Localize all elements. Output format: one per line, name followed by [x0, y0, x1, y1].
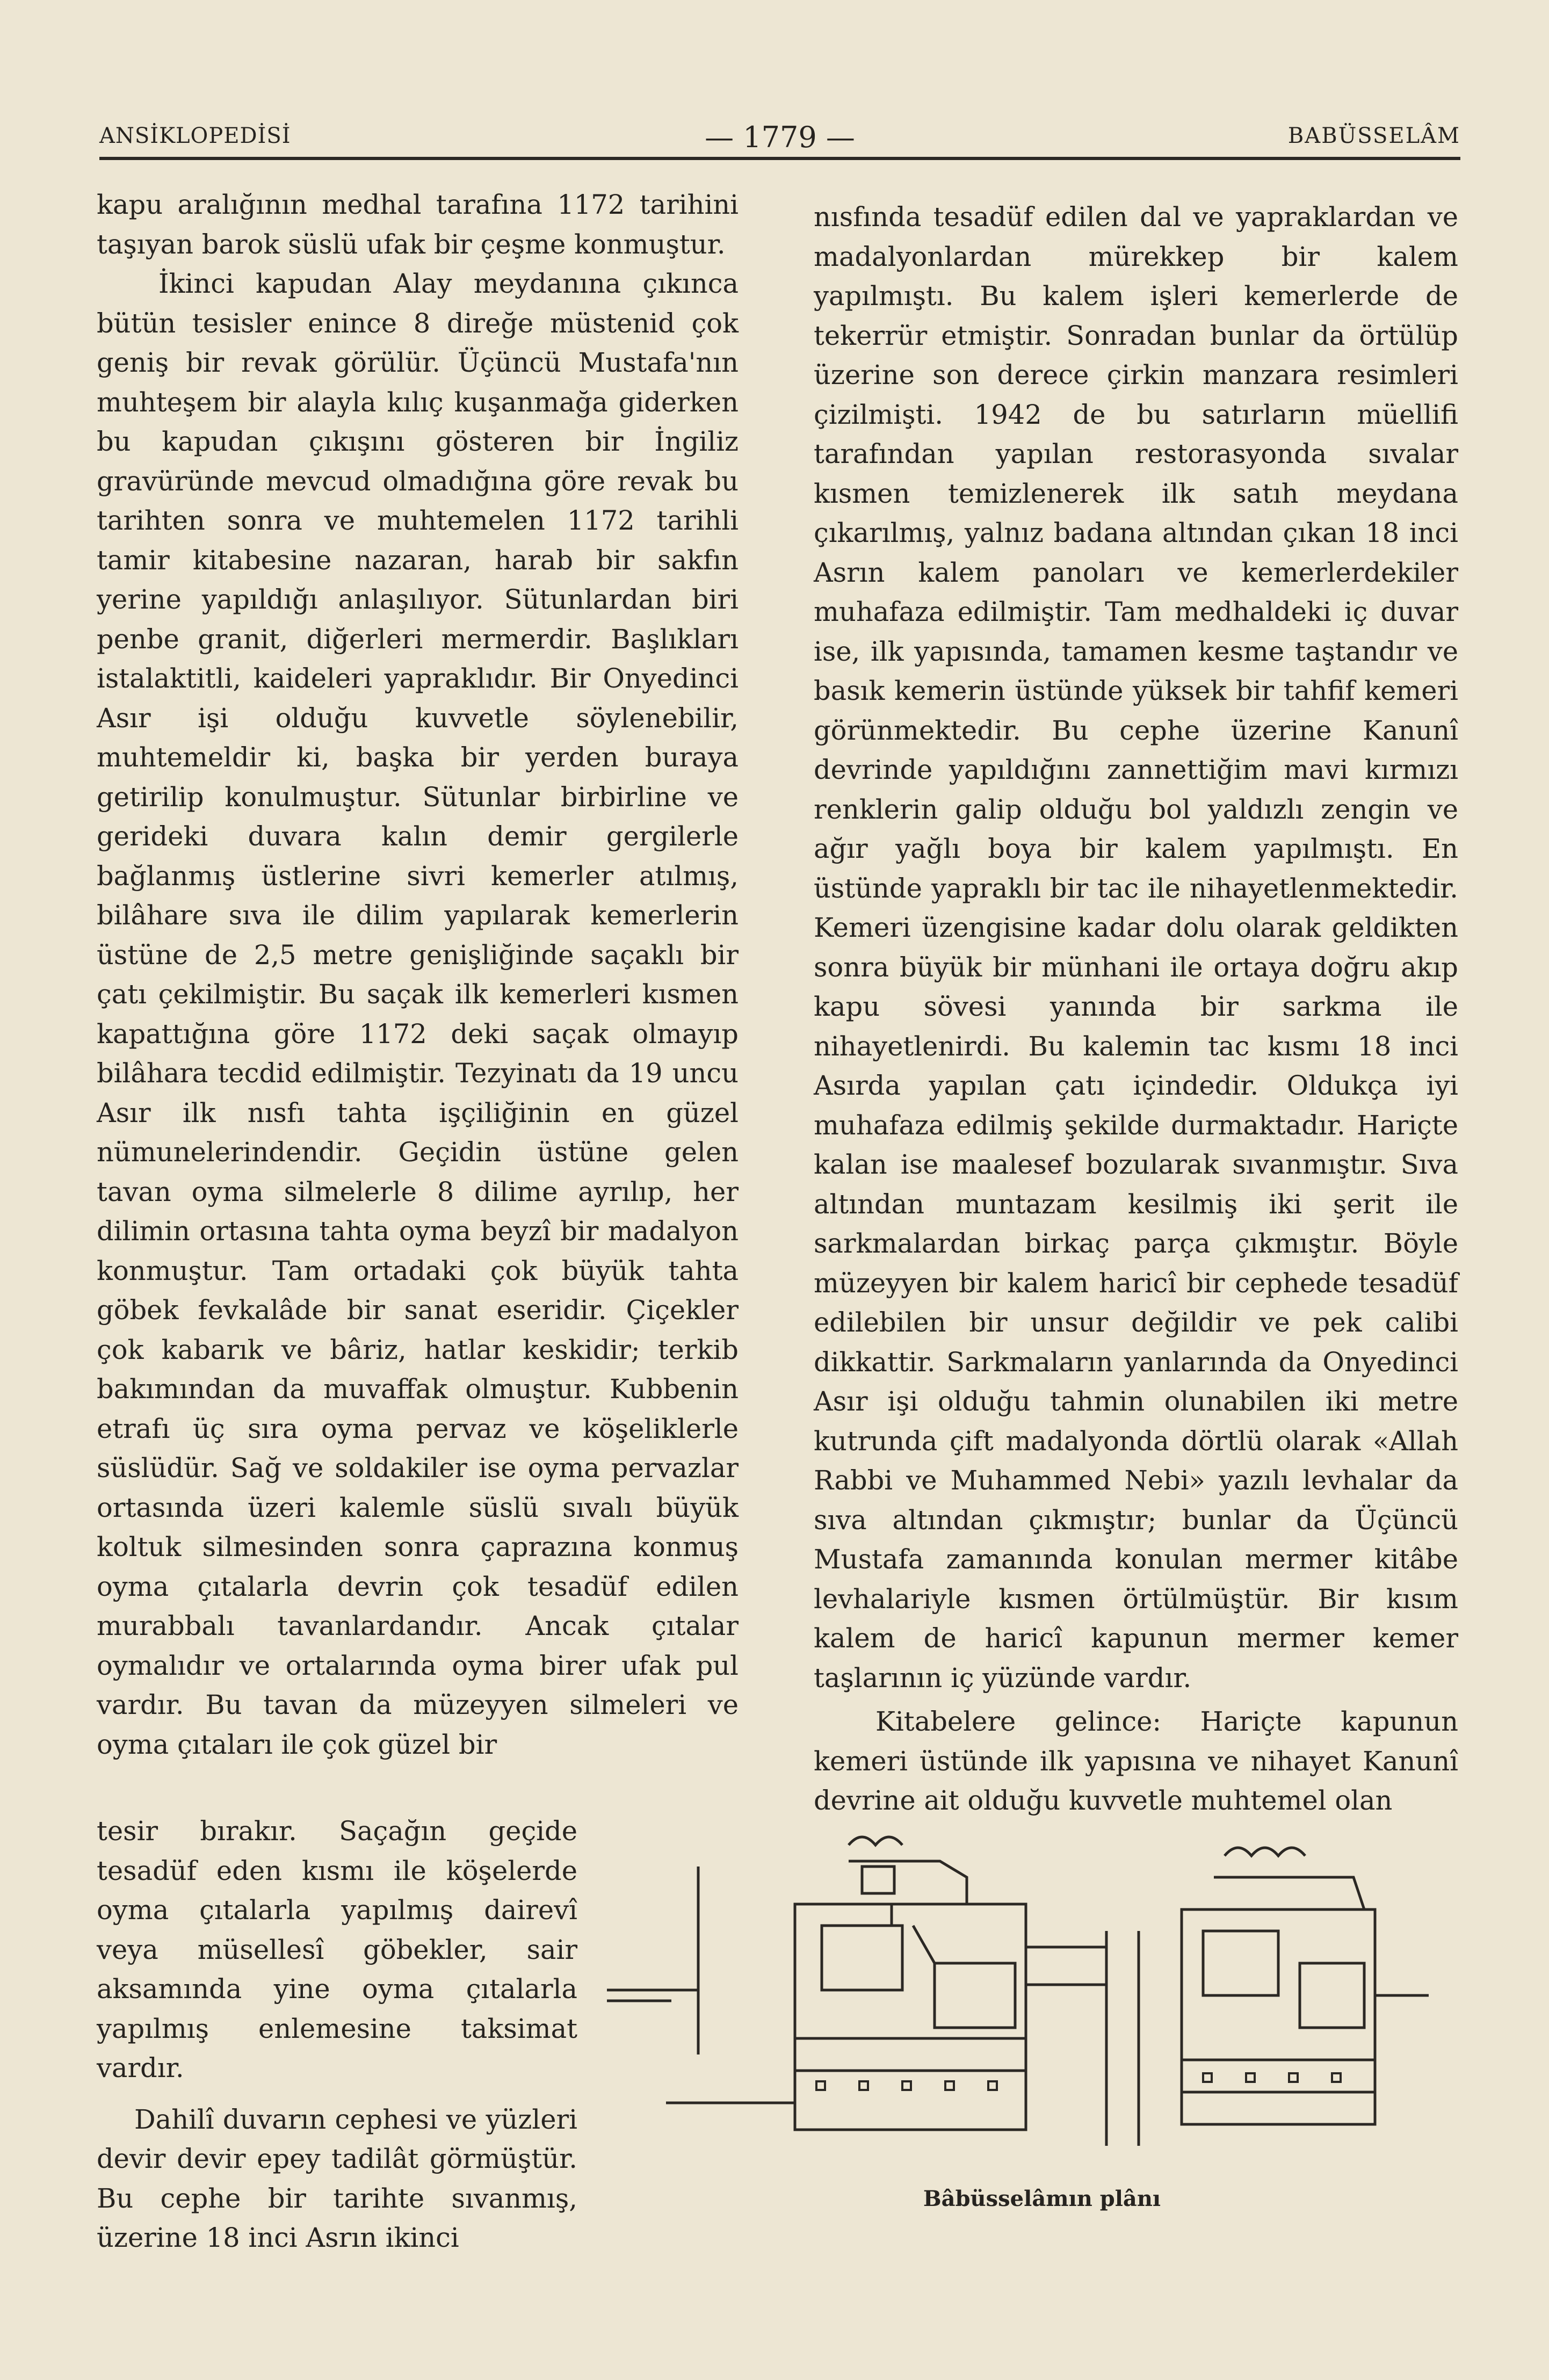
encyclopedia-title: ANSİKLOPEDİSİ — [99, 124, 291, 148]
left-column — [97, 185, 739, 1764]
right-column — [814, 198, 1458, 1821]
paragraph: Kitabelere gelince: Hariçte kapunun kemeri üstünde ilk yapısına ve nihayet Kanunî devrine ait olduğu kuvvetle muhtemel olan — [814, 1706, 1458, 1816]
paragraph: nısfında tesadüf edilen dal ve yapraklardan ve madalyonlardan mürekkep bir kalem yapılmıştı. Bu kalem işleri kemerlerde de tekerrür etmiştir. Sonradan bunlar da örtülüp üzerine son derece çirkin manzara resimleri çizilmişti. 1942 de bu satırların müellifi tarafından yapılan restorasyonda sıvalar kısmen temizlenerek ilk satıh meydana çıkarılmış, yalnız badana altından çıkan 18 inci Asrın kalem panoları ve kemerlerdekiler muhafaza edilmiştir. Tam medhaldeki iç duvar ise, ilk yapısında, tamamen kesme taştandır ve basık kemerin üstünde yüksek bir tahfif kemeri görünmektedir. Bu cephe üzerine Kanunî devrinde yapıldığını zannettiğim mavi kırmızı renklerin galip olduğu bol yaldızlı zengin ve ağır yağlı boya bir kalem yapılmıştı. En üstünde yapraklı bir tac ile nihayetlenmektedir. Kemeri üzengisine kadar dolu olarak geldikten sonra büyük bir münhani ile ortaya doğru akıp kapu sövesi yanında bir sarkma ile nihayetlenirdi. Bu kalemin tac kısmı 18 inci Asırda yapılan çatı içindedir. Oldukça iyi muhafaza edilmiş şekilde durmaktadır. Hariçte kalan ise maalesef bozularak sıvanmıştır. Sıva altından muntazam kesilmiş iki şerit ile sarkmalardan birkaç parça çıkmıştır. Böyle müzeyyen bir kalem haricî bir cephede tesadüf edilebilen bir unsur değildir ve pek calibi dikkattir. Sarkmaların yanlarında da Onyedinci Asır işi olduğu tahmin olunabilen iki metre kutrunda çift madalyonda dörtlü olarak «Allah Rabbi ve Muhammed Nebi» yazılı levhalar da sıva altından çıkmıştır; bunlar da Üçüncü Mustafa zamanında konulan mermer kitâbe levhalariyle kısmen örtülmüştür. Bir kısım kalem de haricî kapunun mermer kemer taşlarının iç yüzünde vardır. — [814, 201, 1458, 1694]
left-column-continuation — [97, 1812, 577, 2258]
floor-plan-drawing — [591, 1824, 1472, 2202]
page-header — [99, 119, 1460, 160]
page-number: — 1779 — — [705, 120, 855, 154]
paragraph: Dahilî duvarın cephesi ve yüzleri devir devir epey tadilât görmüştür. Bu cephe bir tarihte sıvanmış, üzerine 18 inci Asrın ikinci — [97, 2103, 577, 2253]
paragraph: kapu aralığının medhal tarafına 1172 tarihini taşıyan barok süslü ufak bir çeşme konmuştur. — [97, 189, 739, 260]
floor-plan-figure — [591, 1824, 1472, 2202]
paragraph: tesir bırakır. Saçağın geçide tesadüf eden kısmı ile köşelerde oyma çıtalarla yapılmış dairevî veya müsellesî göbekler, sair aksamında yine oyma çıtalarla yapılmış enlemesine taksimat vardır. — [97, 1815, 577, 2084]
figure-caption: Bâbüsselâmın plânı — [923, 2186, 1161, 2211]
paragraph: İkinci kapudan Alay meydanına çıkınca bütün tesisler enince 8 direğe müstenid çok geniş bir revak görülür. Üçüncü Mustafa'nın muhteşem bir alayla kılıç kuşanmağa giderken bu kapudan çıkışını gösteren bir İngiliz gravüründe mevcud olmadığına göre revak bu tarihten sonra ve muhtemelen 1172 tarihli tamir kitabesine nazaran, harab bir sakfın yerine yapıldığı anlaşılıyor. Sütunlardan biri penbe granit, diğerleri mermerdir. Başlıkları istalaktitli, kaideleri yapraklıdır. Bir Onyedinci Asır işi olduğu kuvvetle söylenebilir, muhtemeldir ki, başka bir yerden buraya getirilip konulmuştur. Sütunlar birbirline ve gerideki duvara kalın demir gergilerle bağlanmış üstlerine sivri kemerler atılmış, bilâhare sıva ile dilim yapılarak kemerlerin üstüne de 2,5 metre genişliğinde saçaklı bir çatı çekilmiştir. Bu saçak ilk kemerleri kısmen kapattığına göre 1172 deki saçak olmayıp bilâhara tecdid edilmiştir. Tezyinatı da 19 uncu Asır ilk nısfı tahta işçiliğinin en güzel nümunelerindendir. Geçidin üstüne gelen tavan oyma silmelerle 8 dilime ayrılıp, her dilimin ortasına tahta oyma beyzî bir madalyon konmuştur. Tam ortadaki çok büyük tahta göbek fevkalâde bir sanat eseridir. Çiçekler çok kabarık ve bâriz, hatlar keskidir; terkib bakımından da muvaffak olmuştur. Kubbenin etrafı üç sıra oyma pervaz ve köşeliklerle süslüdür. Sağ ve soldakiler ise oyma pervazlar ortasında üzeri kalemle süslü sıvalı büyük koltuk silmesinden sonra çaprazına konmuş oyma çıtalarla devrin çok tesadüf edilen murabbalı tavanlardandır. Ancak çıtalar oymalıdır ve ortalarında oyma birer ufak pul vardır. Bu tavan da müzeyyen silmeleri ve oyma çıtaları ile çok güzel bir — [97, 268, 739, 1760]
entry-title: BABÜSSELÂM — [1287, 124, 1460, 148]
